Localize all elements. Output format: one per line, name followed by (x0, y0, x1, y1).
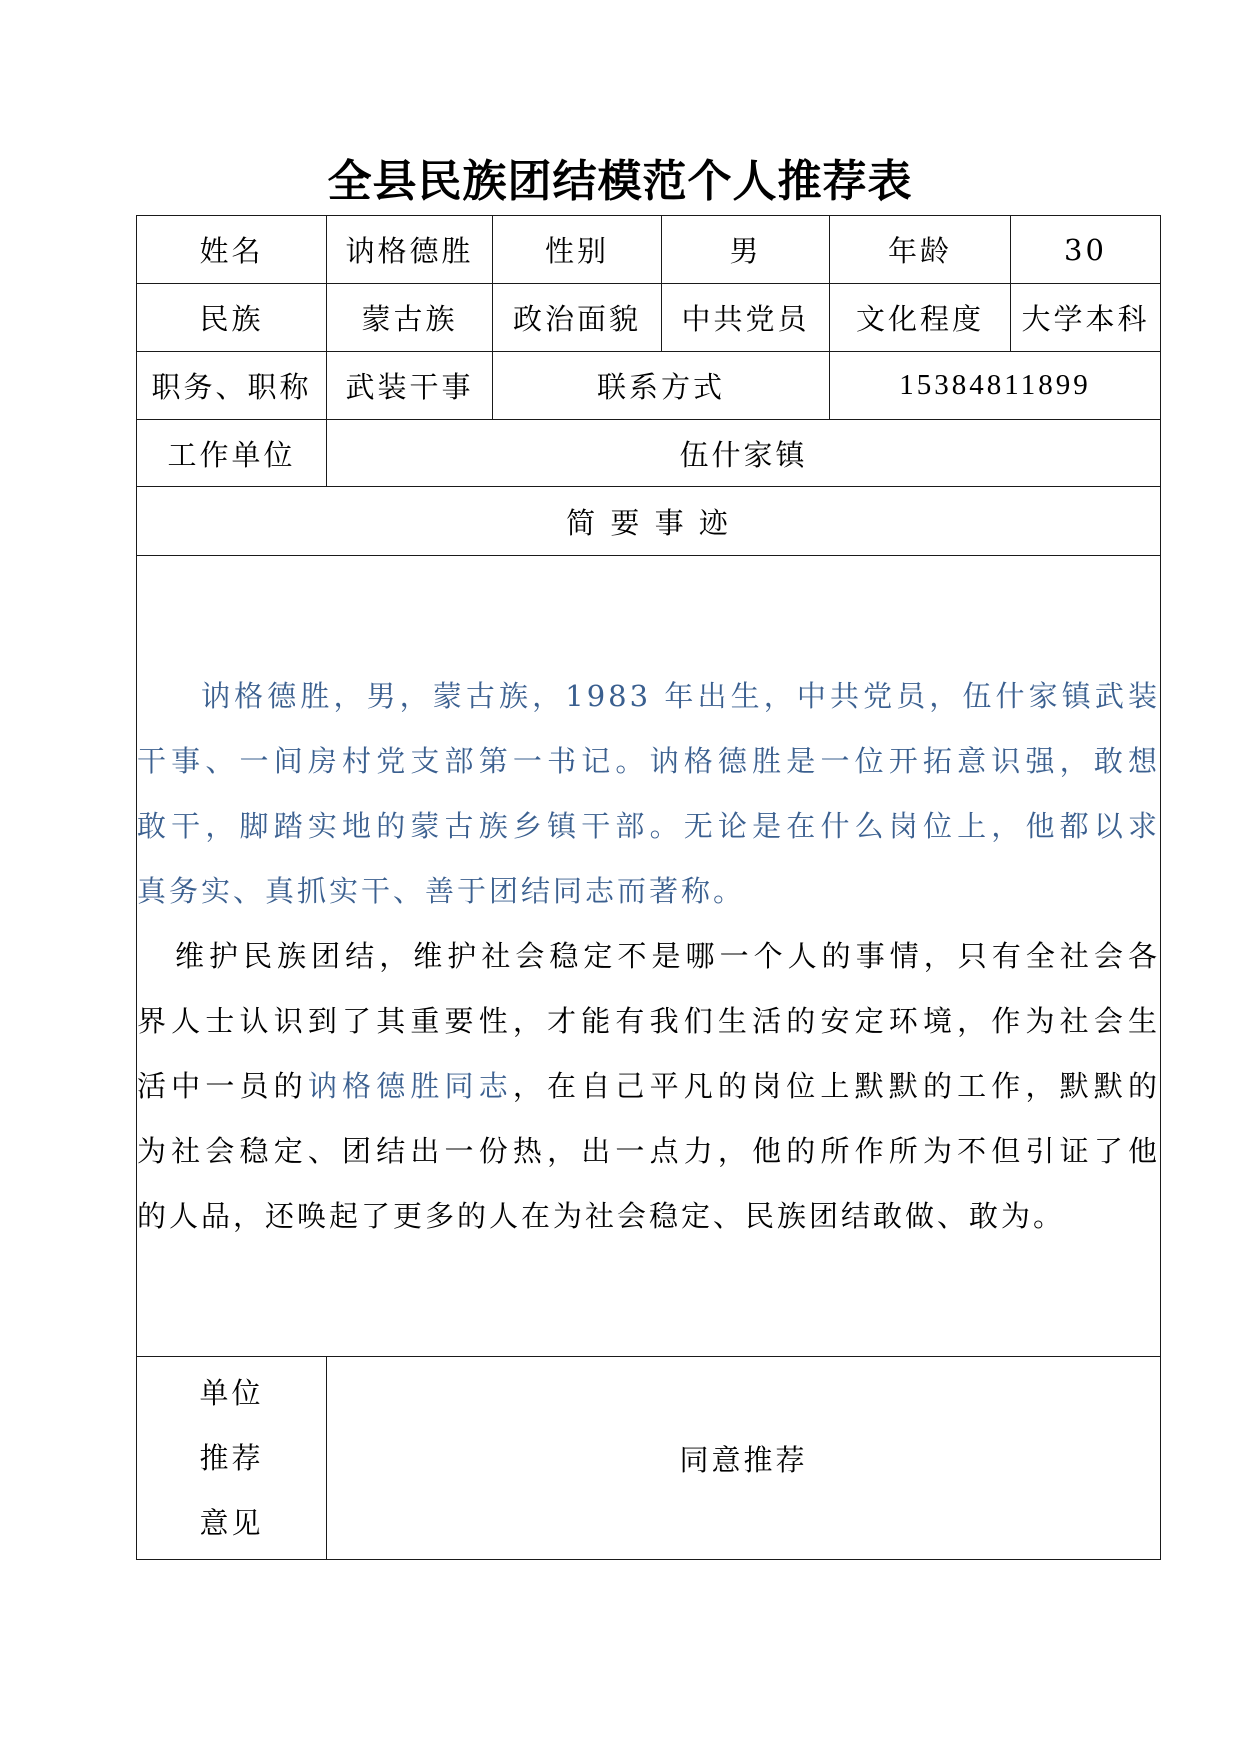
table-row (137, 556, 1161, 1357)
workplace-value: 伍什家镇 (327, 420, 1161, 487)
deeds-line: 真务实、真抓实干、善于团结同志而著称。 (137, 873, 746, 908)
political-status-label: 政治面貌 (493, 284, 662, 352)
deeds-line: 界人士认识到了其重要性，才能有我们生活的安定环境，作为社会生 (137, 1003, 1160, 1038)
deeds-body (137, 556, 1161, 1357)
education-label: 文化程度 (830, 284, 1011, 352)
deeds-line: 为社会稳定、团结出一份热，出一点力，他的所作所为不但引证了他 (137, 1133, 1160, 1168)
contact-value: 15384811899 (830, 352, 1161, 420)
table-row (137, 216, 1161, 284)
position-label: 职务、职称 (137, 352, 327, 420)
table-row (137, 284, 1161, 352)
page-title: 全县民族团结模范个人推荐表 (327, 156, 913, 207)
deeds-line: 的人品，还唤起了更多的人在为社会稳定、民族团结敢做、敢为。 (137, 1198, 1066, 1233)
ethnicity-label: 民族 (137, 284, 327, 352)
recommendation-value: 同意推荐 (327, 1357, 1161, 1560)
gender-label: 性别 (493, 216, 662, 284)
table-row (137, 420, 1161, 487)
deeds-line: 维护民族团结，维护社会稳定不是哪一个人的事情，只有全社会各 (175, 938, 1160, 973)
ethnicity-value: 蒙古族 (327, 284, 493, 352)
deeds-line: 敢干，脚踏实地的蒙古族乡镇干部。无论是在什么岗位上，他都以求 (137, 808, 1160, 843)
deeds-paragraph-1 (137, 664, 1160, 924)
deeds-line-text: ，在自己平凡的岗位上默默的工作，默默的 (512, 1068, 1160, 1103)
political-status-value: 中共党员 (662, 284, 830, 352)
highlighted-name: 讷格德胜同志 (307, 1068, 513, 1103)
contact-label: 联系方式 (493, 352, 830, 420)
recommendation-label-line: 单位 (199, 1375, 264, 1410)
recommendation-label-line: 推荐 (199, 1440, 264, 1475)
table-row (137, 487, 1161, 556)
deeds-line: 讷格德胜，男，蒙古族，1983 年出生，中共党员，伍什家镇武装 (201, 678, 1160, 713)
deeds-line (137, 1054, 1160, 1119)
position-value: 武装干事 (327, 352, 493, 420)
age-label: 年龄 (830, 216, 1011, 284)
gender-value: 男 (662, 216, 830, 284)
table-row (137, 352, 1161, 420)
table-row (137, 1357, 1161, 1560)
name-label: 姓名 (137, 216, 327, 284)
deeds-line-text: 活中一员的 (137, 1068, 308, 1103)
education-value: 大学本科 (1011, 284, 1161, 352)
recommendation-label (137, 1357, 327, 1560)
age-value: 30 (1011, 216, 1161, 284)
deeds-line: 干事、一间房村党支部第一书记。讷格德胜是一位开拓意识强，敢想 (137, 743, 1160, 778)
deeds-paragraph-2 (137, 924, 1160, 1249)
name-value: 讷格德胜 (327, 216, 493, 284)
recommendation-label-line: 意见 (199, 1505, 264, 1540)
workplace-label: 工作单位 (137, 420, 327, 487)
deeds-header: 简 要 事 迹 (137, 487, 1161, 556)
recommendation-form-table (136, 215, 1161, 1560)
